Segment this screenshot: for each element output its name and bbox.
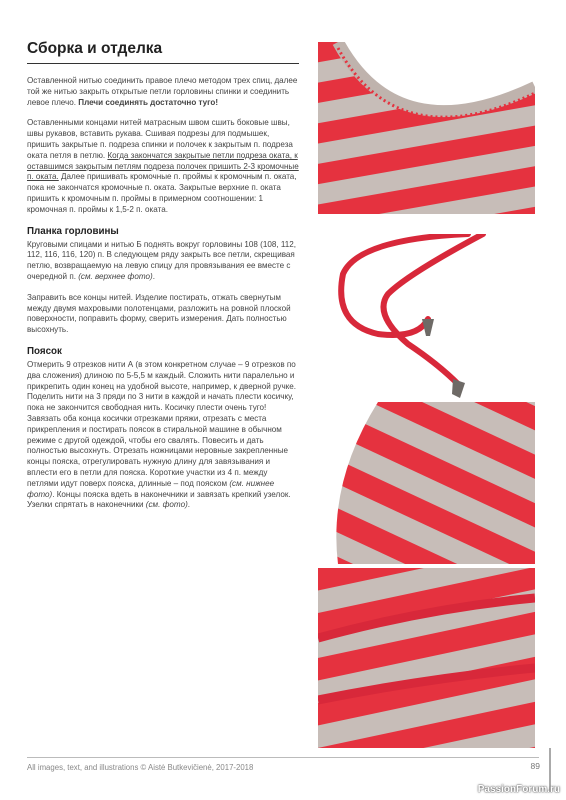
paragraph-finishing: Заправить все концы нитей. Изделие постирать, отжать свернутым между двумя махровыми полотенцами, разложить на ровной плоской поверхности, поправить форму, сверить измерения. Дать полностью высохнуть.	[27, 292, 291, 335]
watermark: PassionForum.ru	[477, 784, 560, 795]
text-column	[27, 40, 299, 521]
page-number: 89	[530, 761, 540, 771]
p5-b: . Концы пояска вдеть в наконечники и завязать крепкий узелок. Узелки спрятать в наконечники	[27, 489, 291, 510]
paragraph-belt	[27, 360, 299, 511]
paragraph-seams	[27, 118, 299, 215]
p5-c: .	[187, 500, 191, 510]
photo-neckline	[318, 42, 535, 214]
page-title: Сборка и отделка	[27, 40, 299, 64]
p2-b: Далее пришивать кромочные п. проймы к кромочным п. оката, пока не закончатся кромочные п. оката. Закрытые верхние п. оката пришить к кромочным п. проймы в примерном соотношении: 1 кромочная п. проймы к 1,5-2 п. оката.	[27, 172, 297, 214]
paragraph-assembly	[27, 76, 299, 108]
p5-italic-1: (см. нижнее фото)	[27, 478, 275, 499]
p1-text: Оставленной нитью соединить правое плечо методом трех спиц, далее той же нитью закрыть открытые петли горловины спинки и соединить левое плечо.	[27, 76, 298, 107]
p3-b: .	[152, 271, 155, 281]
copyright-footer: All images, text, and illustrations © Aistė Butkevičienė, 2017-2018	[27, 763, 254, 772]
photo-side-seam	[318, 402, 535, 564]
p5-italic-2: (см. фото)	[145, 500, 188, 510]
heading-belt: Поясок	[27, 345, 62, 357]
p2-a: Оставленными концами нитей матрасным швом сшить боковые швы, швы рукавов, вставить рукава. Сшивая подрезы для подмышек, пришить закрытые п. подреза спинки и полочек к закрытым п. подреза оката петля в петлю.	[27, 118, 293, 160]
paragraph-neckband	[27, 240, 299, 283]
p1-bold: Плечи соединять достаточно туго!	[78, 97, 219, 107]
p5-a: Отмерить 9 отрезков нити А (в этом конкретном случае – 9 отрезков по два сложения) длиною по 5-5,5 м каждый. Сложить нити паралельно и прикрепить один конец на удобной высоте, например, к дверной ручке. Поделить нити на 3 пряди по 3 нити в каждой и начать плести косичку, пока не закончится свободная нить. Косичку плести очень туго! Завязать оба конца косички отрезками пряжи, отрезать с места прикрепления и постирать поясок в стиральной машине в обычном режиме с другой одеждой, чтобы его свалять. Повесить и дать полностью высохнуть. Отрезать ножницами неровные закрепленные концы пояска, отрегулировать нужную длину для завязывания и вплести его в петли для пояска. Короткие участки из 4 п. между петлями идут поверх пояска, длинные – под пояском	[27, 359, 297, 488]
p3-italic: (см. верхнее фото)	[78, 271, 153, 281]
photo-cord	[318, 234, 535, 404]
footer-divider	[27, 757, 539, 758]
heading-neckband: Планка горловины	[27, 225, 119, 237]
p2-underlined: Когда закончатся закрытые петли подреза оката, к оставшимся закрытым петлям подреза полочек пришить 2-3 кромочные п. оката.	[27, 150, 299, 182]
p3-a: Круговыми спицами и нитью Б поднять вокруг горловины 108 (108, 112, 112, 116, 116, 120) п. В следующем ряду закрыть все петли, скрещивая петлю, возвращаемую на левую спицу для провязывания ее вместе с очередной п.	[27, 239, 297, 281]
photo-belt-loops	[318, 568, 535, 748]
